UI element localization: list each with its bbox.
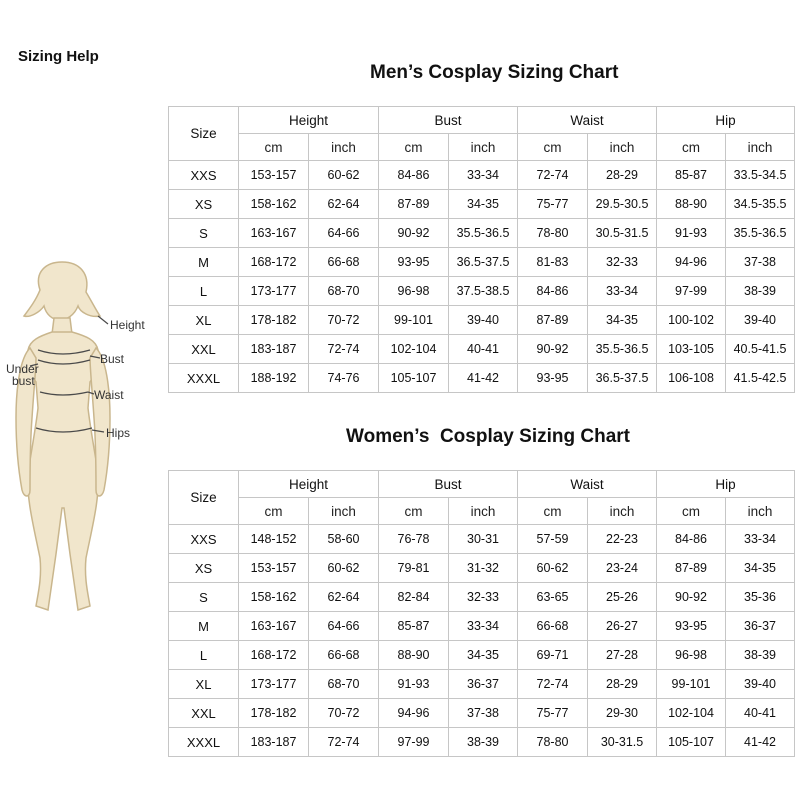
header-row-groups xyxy=(169,471,795,498)
unit-header: inch xyxy=(726,134,795,161)
table-row xyxy=(169,583,795,612)
table-cell: 38-39 xyxy=(449,728,518,757)
table-cell: 22-23 xyxy=(588,525,657,554)
table-cell: 85-87 xyxy=(379,612,449,641)
table-cell: 76-78 xyxy=(379,525,449,554)
womens-sizing-table xyxy=(168,470,795,757)
table-cell: 102-104 xyxy=(379,335,449,364)
table-cell: 94-96 xyxy=(657,248,726,277)
table-cell: 163-167 xyxy=(239,612,309,641)
size-cell: XL xyxy=(169,670,239,699)
bust-label: Bust xyxy=(100,352,125,366)
size-cell: S xyxy=(169,219,239,248)
body-silhouette-icon xyxy=(0,258,165,618)
table-cell: 178-182 xyxy=(239,699,309,728)
table-cell: 27-28 xyxy=(588,641,657,670)
table-cell: 41.5-42.5 xyxy=(726,364,795,393)
size-cell: L xyxy=(169,641,239,670)
table-cell: 41-42 xyxy=(449,364,518,393)
table-cell: 37.5-38.5 xyxy=(449,277,518,306)
table-cell: 36.5-37.5 xyxy=(449,248,518,277)
table-cell: 66-68 xyxy=(518,612,588,641)
table-cell: 66-68 xyxy=(309,248,379,277)
table-cell: 38-39 xyxy=(726,277,795,306)
table-cell: 70-72 xyxy=(309,699,379,728)
table-cell: 72-74 xyxy=(518,670,588,699)
table-cell: 72-74 xyxy=(309,728,379,757)
table-cell: 105-107 xyxy=(379,364,449,393)
table-row xyxy=(169,190,795,219)
table-cell: 23-24 xyxy=(588,554,657,583)
table-cell: 33-34 xyxy=(588,277,657,306)
table-cell: 168-172 xyxy=(239,248,309,277)
table-cell: 40.5-41.5 xyxy=(726,335,795,364)
table-cell: 29.5-30.5 xyxy=(588,190,657,219)
hips-label: Hips xyxy=(106,426,131,440)
unit-header: inch xyxy=(726,498,795,525)
table-row xyxy=(169,728,795,757)
table-cell: 106-108 xyxy=(657,364,726,393)
group-header-hip: Hip xyxy=(657,107,795,134)
table-cell: 40-41 xyxy=(726,699,795,728)
table-cell: 94-96 xyxy=(379,699,449,728)
table-cell: 91-93 xyxy=(657,219,726,248)
table-cell: 75-77 xyxy=(518,699,588,728)
table-row xyxy=(169,364,795,393)
table-cell: 33-34 xyxy=(449,161,518,190)
table-row xyxy=(169,306,795,335)
table-cell: 37-38 xyxy=(449,699,518,728)
size-cell: L xyxy=(169,277,239,306)
table-cell: 97-99 xyxy=(379,728,449,757)
table-cell: 87-89 xyxy=(518,306,588,335)
table-cell: 82-84 xyxy=(379,583,449,612)
table-cell: 72-74 xyxy=(309,335,379,364)
table-cell: 58-60 xyxy=(309,525,379,554)
table-cell: 28-29 xyxy=(588,161,657,190)
table-cell: 81-83 xyxy=(518,248,588,277)
table-cell: 88-90 xyxy=(379,641,449,670)
table-cell: 78-80 xyxy=(518,728,588,757)
table-row xyxy=(169,670,795,699)
table-cell: 74-76 xyxy=(309,364,379,393)
table-cell: 34-35 xyxy=(449,641,518,670)
table-cell: 35.5-36.5 xyxy=(588,335,657,364)
table-cell: 33.5-34.5 xyxy=(726,161,795,190)
table-row xyxy=(169,554,795,583)
table-cell: 163-167 xyxy=(239,219,309,248)
table-cell: 35-36 xyxy=(726,583,795,612)
table-cell: 99-101 xyxy=(379,306,449,335)
table-cell: 153-157 xyxy=(239,161,309,190)
table-cell: 57-59 xyxy=(518,525,588,554)
table-cell: 34.5-35.5 xyxy=(726,190,795,219)
table-cell: 90-92 xyxy=(379,219,449,248)
table-cell: 60-62 xyxy=(309,554,379,583)
table-cell: 32-33 xyxy=(449,583,518,612)
unit-header: inch xyxy=(449,498,518,525)
womens-chart-title: Women’s Cosplay Sizing Chart xyxy=(346,426,630,447)
table-cell: 60-62 xyxy=(309,161,379,190)
group-header-bust: Bust xyxy=(379,107,518,134)
table-cell: 34-35 xyxy=(726,554,795,583)
size-header: Size xyxy=(169,471,239,525)
table-cell: 88-90 xyxy=(657,190,726,219)
table-cell: 38-39 xyxy=(726,641,795,670)
unit-header: cm xyxy=(518,498,588,525)
table-cell: 183-187 xyxy=(239,335,309,364)
table-row xyxy=(169,277,795,306)
size-cell: XXXL xyxy=(169,364,239,393)
table-cell: 62-64 xyxy=(309,583,379,612)
table-row xyxy=(169,248,795,277)
measurement-figure xyxy=(0,258,165,623)
table-row xyxy=(169,699,795,728)
table-cell: 90-92 xyxy=(518,335,588,364)
size-cell: M xyxy=(169,248,239,277)
unit-header: cm xyxy=(657,134,726,161)
table-row xyxy=(169,219,795,248)
table-cell: 32-33 xyxy=(588,248,657,277)
table-cell: 96-98 xyxy=(379,277,449,306)
size-cell: XS xyxy=(169,190,239,219)
table-cell: 178-182 xyxy=(239,306,309,335)
size-cell: XS xyxy=(169,554,239,583)
unit-header: cm xyxy=(379,498,449,525)
unit-header: inch xyxy=(309,498,379,525)
table-cell: 26-27 xyxy=(588,612,657,641)
table-cell: 96-98 xyxy=(657,641,726,670)
table-cell: 99-101 xyxy=(657,670,726,699)
page-title: Sizing Help xyxy=(18,48,99,65)
size-cell: S xyxy=(169,583,239,612)
unit-header: inch xyxy=(449,134,518,161)
table-cell: 29-30 xyxy=(588,699,657,728)
group-header-height: Height xyxy=(239,471,379,498)
table-cell: 183-187 xyxy=(239,728,309,757)
header-row-units xyxy=(169,498,795,525)
group-header-waist: Waist xyxy=(518,107,657,134)
table-cell: 158-162 xyxy=(239,583,309,612)
table-cell: 35.5-36.5 xyxy=(449,219,518,248)
unit-header: cm xyxy=(239,498,309,525)
table-row xyxy=(169,161,795,190)
table-cell: 173-177 xyxy=(239,670,309,699)
table-cell: 63-65 xyxy=(518,583,588,612)
table-cell: 97-99 xyxy=(657,277,726,306)
table-cell: 30-31.5 xyxy=(588,728,657,757)
table-cell: 66-68 xyxy=(309,641,379,670)
table-cell: 87-89 xyxy=(657,554,726,583)
table-row xyxy=(169,641,795,670)
table-row xyxy=(169,612,795,641)
table-cell: 188-192 xyxy=(239,364,309,393)
table-cell: 102-104 xyxy=(657,699,726,728)
table-cell: 105-107 xyxy=(657,728,726,757)
size-cell: M xyxy=(169,612,239,641)
table-cell: 39-40 xyxy=(449,306,518,335)
table-cell: 68-70 xyxy=(309,277,379,306)
table-cell: 173-177 xyxy=(239,277,309,306)
mens-sizing-table xyxy=(168,106,795,393)
table-cell: 103-105 xyxy=(657,335,726,364)
table-cell: 84-86 xyxy=(379,161,449,190)
size-cell: XXS xyxy=(169,161,239,190)
unit-header: inch xyxy=(309,134,379,161)
table-cell: 33-34 xyxy=(449,612,518,641)
table-cell: 93-95 xyxy=(657,612,726,641)
table-cell: 37-38 xyxy=(726,248,795,277)
size-cell: XXL xyxy=(169,335,239,364)
table-cell: 79-81 xyxy=(379,554,449,583)
unit-header: cm xyxy=(657,498,726,525)
under-bust-label-line1: Under xyxy=(6,362,39,376)
table-cell: 60-62 xyxy=(518,554,588,583)
table-cell: 40-41 xyxy=(449,335,518,364)
group-header-bust: Bust xyxy=(379,471,518,498)
size-cell: XL xyxy=(169,306,239,335)
unit-header: inch xyxy=(588,134,657,161)
table-cell: 39-40 xyxy=(726,670,795,699)
group-header-hip: Hip xyxy=(657,471,795,498)
table-cell: 41-42 xyxy=(726,728,795,757)
waist-label: Waist xyxy=(94,388,124,402)
table-cell: 84-86 xyxy=(518,277,588,306)
table-cell: 70-72 xyxy=(309,306,379,335)
unit-header: inch xyxy=(588,498,657,525)
table-cell: 39-40 xyxy=(726,306,795,335)
header-row-groups xyxy=(169,107,795,134)
table-cell: 87-89 xyxy=(379,190,449,219)
table-cell: 69-71 xyxy=(518,641,588,670)
table-cell: 30-31 xyxy=(449,525,518,554)
table-cell: 64-66 xyxy=(309,612,379,641)
table-cell: 35.5-36.5 xyxy=(726,219,795,248)
table-cell: 62-64 xyxy=(309,190,379,219)
table-cell: 85-87 xyxy=(657,161,726,190)
size-cell: XXXL xyxy=(169,728,239,757)
table-cell: 30.5-31.5 xyxy=(588,219,657,248)
table-cell: 72-74 xyxy=(518,161,588,190)
table-cell: 64-66 xyxy=(309,219,379,248)
header-row-units xyxy=(169,134,795,161)
table-cell: 158-162 xyxy=(239,190,309,219)
table-cell: 153-157 xyxy=(239,554,309,583)
table-cell: 78-80 xyxy=(518,219,588,248)
size-header: Size xyxy=(169,107,239,161)
mens-chart-title: Men’s Cosplay Sizing Chart xyxy=(370,62,619,83)
table-cell: 31-32 xyxy=(449,554,518,583)
table-cell: 36-37 xyxy=(726,612,795,641)
height-label: Height xyxy=(110,318,145,332)
unit-header: cm xyxy=(239,134,309,161)
table-cell: 28-29 xyxy=(588,670,657,699)
table-cell: 148-152 xyxy=(239,525,309,554)
table-cell: 168-172 xyxy=(239,641,309,670)
table-cell: 84-86 xyxy=(657,525,726,554)
table-row xyxy=(169,335,795,364)
size-cell: XXL xyxy=(169,699,239,728)
table-cell: 33-34 xyxy=(726,525,795,554)
table-cell: 34-35 xyxy=(449,190,518,219)
table-cell: 68-70 xyxy=(309,670,379,699)
table-cell: 93-95 xyxy=(379,248,449,277)
table-cell: 93-95 xyxy=(518,364,588,393)
table-cell: 91-93 xyxy=(379,670,449,699)
unit-header: cm xyxy=(379,134,449,161)
unit-header: cm xyxy=(518,134,588,161)
table-cell: 90-92 xyxy=(657,583,726,612)
table-cell: 100-102 xyxy=(657,306,726,335)
group-header-height: Height xyxy=(239,107,379,134)
table-cell: 25-26 xyxy=(588,583,657,612)
table-cell: 36.5-37.5 xyxy=(588,364,657,393)
table-cell: 34-35 xyxy=(588,306,657,335)
table-cell: 75-77 xyxy=(518,190,588,219)
table-row xyxy=(169,525,795,554)
under-bust-label-line2: bust xyxy=(12,374,35,388)
group-header-waist: Waist xyxy=(518,471,657,498)
size-cell: XXS xyxy=(169,525,239,554)
table-cell: 36-37 xyxy=(449,670,518,699)
